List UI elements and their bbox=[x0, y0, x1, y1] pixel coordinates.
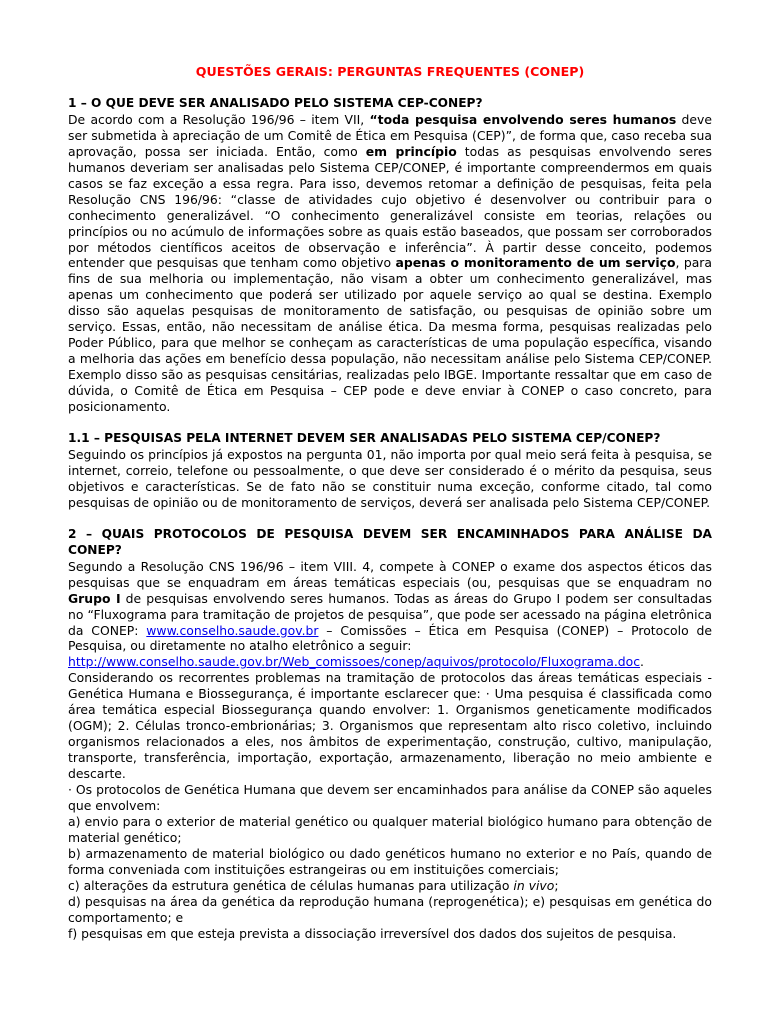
list-item-f: f) pesquisas em que esteja prevista a dissociação irreversível dos dados dos sujeitos de pesquisa. bbox=[68, 925, 677, 941]
q1-bold-1: “toda pesquisa envolvendo seres humanos bbox=[369, 111, 677, 127]
q1-text-4: , para fins de sua melhoria ou implementação, não visam a obter um conhecimento generalizável, mas apenas um conhecimento que poderá ser utilizado por aquele serviço ao qual se destina. Exemplo disso são aquelas pesquisas de monitoramento de satisfação, ou pesquisas de opinião sobre um serviço. Essas, então, não necessitam de análise ética. Da mesma forma, pesquisas realizadas pelo Poder Público, para que melhor se conheçam as características de uma população específica, visando a melhoria das ações em benefício dessa população, não necessitam análise pelo Sistema CEP/CONEP. Exemplo disso são as pesquisas censitárias, realizadas pelo IBGE. Importante ressaltar que em caso de dúvida, o Comitê de Ética em Pesquisa – CEP pode e deve enviar à CONEP o caso concreto, para posicionamento. bbox=[68, 255, 712, 415]
question-2-heading: 2 – QUAIS PROTOCOLOS DE PESQUISA DEVEM SER ENCAMINHADOS PARA ANÁLISE DA CONEP? bbox=[68, 526, 712, 557]
list-item-b: b) armazenamento de material biológico ou dado genéticos humano no exterior e no País, quando de forma conveniada com instituições estrangeiras ou em instituições comerciais; bbox=[68, 845, 712, 877]
q2-text-1: Segundo a Resolução CNS 196/96 – item VIII. 4, compete à CONEP o exame dos aspectos éticos das pesquisas que se enquadram em áreas temáticas especiais (ou, pesquisas que se enquadram no bbox=[68, 558, 712, 590]
list-item-c-text: c) alterações da estrutura genética de células humanas para utilização bbox=[68, 877, 514, 893]
q1-text-1: De acordo com a Resolução 196/96 – item VII, bbox=[68, 111, 370, 127]
question-1-answer bbox=[68, 112, 712, 415]
q2-text-3: – Comissões – Ética em Pesquisa (CONEP) – Protocolo de Pesquisa, ou diretamente no atalho eletrônico a seguir: bbox=[68, 622, 712, 654]
question-1-heading: 1 – O QUE DEVE SER ANALISADO PELO SISTEMA CEP-CONEP? bbox=[68, 95, 483, 110]
question-2-paragraph-2: Considerando os recorrentes problemas na tramitação de protocolos das áreas temáticas especiais - Genética Humana e Biossegurança, é importante esclarecer que: · Uma pesquisa é classificada como área temática especial Biossegurança quando envolver: 1. Organismos geneticamente modificados (OGM); 2. Células tronco-embrionárias; 3. Organismos que representam alto risco coletivo, incluindo organismos relacionados a eles, nos âmbitos de experimentação, construção, cultivo, manipulação, transporte, transferência, importação, exportação, armazenamento, liberação no meio ambiente e descarte. bbox=[68, 670, 712, 782]
list-item-c-end: ; bbox=[554, 877, 559, 893]
list-item-c-italic: in vivo bbox=[513, 877, 555, 893]
list-item-a: a) envio para o exterior de material genético ou qualquer material biológico humano para obtenção de material genético; bbox=[68, 813, 712, 845]
page-title: QUESTÕES GERAIS: PERGUNTAS FREQUENTES (CONEP) bbox=[195, 64, 585, 79]
question-2-paragraph-3: · Os protocolos de Genética Humana que devem ser encaminhados para análise da CONEP são aqueles que envolvem: bbox=[68, 782, 712, 813]
list-item-c bbox=[68, 878, 712, 894]
conep-site-link[interactable]: www.conselho.saude.gov.br bbox=[146, 622, 319, 638]
q1-text-2: deve ser submetida à apreciação de um Comitê de Ética em Pesquisa (CEP)”, de forma que, caso receba sua aprovação, possa ser iniciada. Então, como bbox=[68, 111, 712, 159]
q2-bold-1: Grupo I bbox=[68, 590, 121, 606]
fluxograma-doc-link[interactable]: http://www.conselho.saude.gov.br/Web_comissoes/conep/aquivos/protocolo/Fluxograma.doc bbox=[68, 654, 641, 670]
q1-bold-3: apenas o monitoramento de um serviço bbox=[395, 255, 676, 271]
q2-text-2: de pesquisas envolvendo seres humanos. Todas as áreas do Grupo I podem ser consultadas no “Fluxograma para tramitação de projetos de pesquisa”, que pode ser acessado na página eletrônica da CONEP: bbox=[68, 590, 712, 638]
fluxograma-link-line bbox=[68, 654, 712, 670]
link-tail: . bbox=[640, 654, 644, 670]
q1-text-3: todas as pesquisas envolvendo seres humanos deveriam ser analisadas pelo Sistema CEP/CONEP, é importante compreendermos em quais casos se faz exceção a essa regra. Para isso, devemos retomar a definição de pesquisas, feita pela Resolução CNS 196/96: “classe de atividades cujo objetivo é desenvolver ou contribuir para o conhecimento generalizável. “O conhecimento generalizável consiste em teorias, relações ou princípios ou no acúmulo de informações sobre as quais estão baseados, que possam ser corroborados por métodos científicos aceitos de observação e inferência”. À partir desse conceito, podemos entender que pesquisas que tenham como objetivo bbox=[68, 143, 712, 271]
question-1-1-heading: 1.1 – PESQUISAS PELA INTERNET DEVEM SER ANALISADAS PELO SISTEMA CEP/CONEP? bbox=[68, 431, 661, 446]
q1-bold-2: em princípio bbox=[365, 143, 457, 159]
question-1-1-answer: Seguindo os princípios já expostos na pergunta 01, não importa por qual meio será feita à pesquisa, se internet, correio, telefone ou pessoalmente, o que deve ser considerado é o mérito da pesquisa, seus objetivos e características. Se de fato não se constituir numa exceção, conforme citado, tal como pesquisas de opinião ou de monitoramento de serviços, deverá ser analisada pelo Sistema CEP/CONEP. bbox=[68, 446, 712, 510]
list-item-d-e: d) pesquisas na área da genética da reprodução humana (reprogenética); e) pesquisas em genética do comportamento; e bbox=[68, 893, 712, 925]
question-2-answer bbox=[68, 559, 712, 655]
